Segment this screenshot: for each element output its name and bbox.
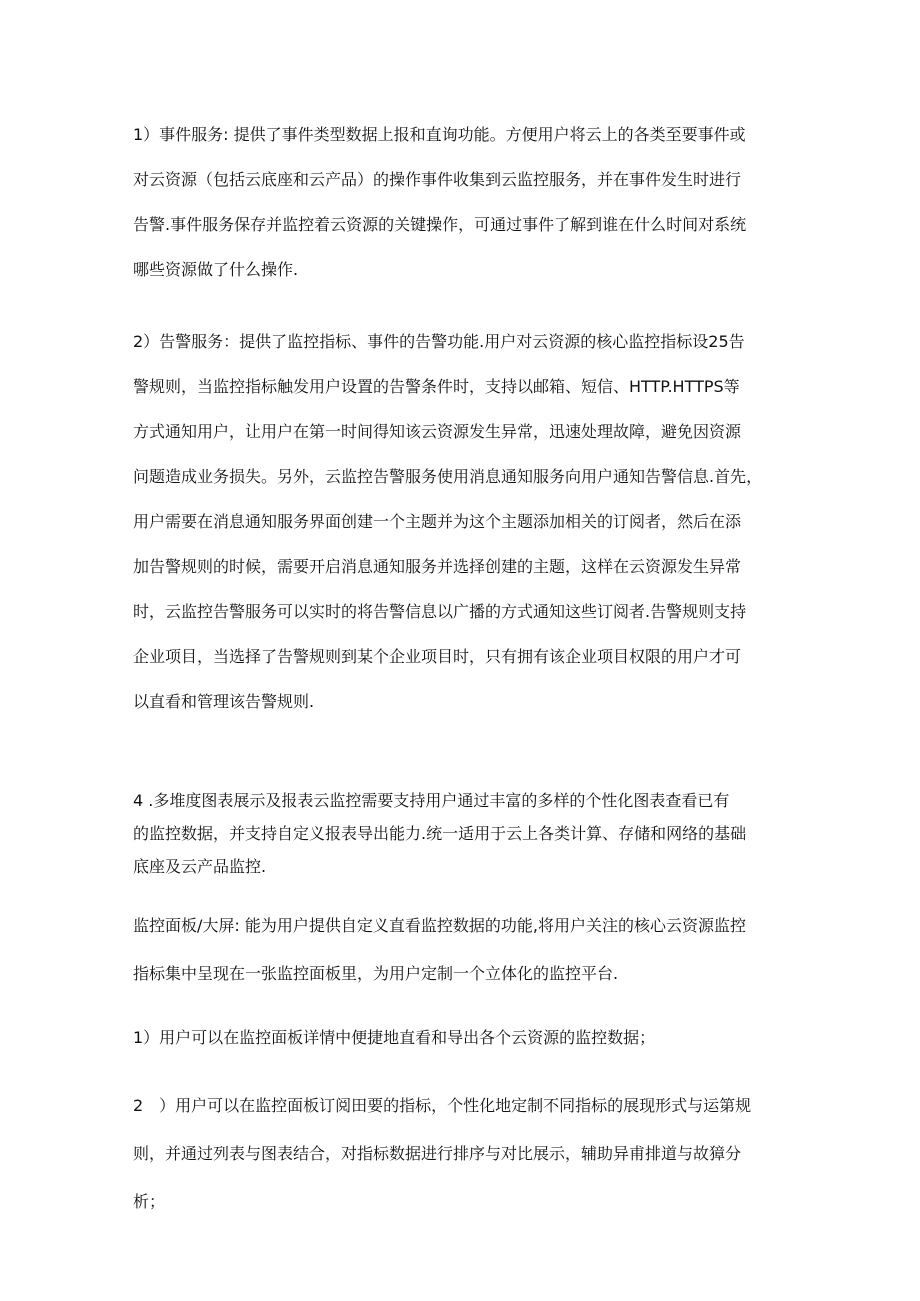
text-line: 告警.事件服务保存并监控着云资源的关键操作，可通过事件了解到谁在什么时间对系统 bbox=[133, 215, 747, 234]
text-line: 2 ）用户可以在监控面板订阅田要的指标，个性化地定制不同指标的展现形式与运第规 bbox=[133, 1096, 752, 1115]
text-line: 的监控数据，并支持自定义报表导出能力.统一适用于云上各类计算、存储和网络的基础 bbox=[133, 824, 747, 843]
paragraph-dashboard-item-2 bbox=[133, 1082, 798, 1226]
paragraph-dashboard bbox=[133, 902, 798, 998]
text-line: 用户需要在消息通知服务界面创建一个主题并为这个主题添加相关的订阅者，然后在添 bbox=[133, 512, 742, 531]
text-line: 4 .多堆度图表展示及报表云监控需要支持用户通过丰富的多样的个性化图表查看已有 bbox=[133, 791, 730, 810]
text-line: 指标集中呈现在一张监控面板里，为用户定制一个立体化的监控平台. bbox=[133, 964, 619, 983]
text-line: 时，云监控告警服务可以实时的将告警信息以广播的方式通知这些订阅者.告警规则支持 bbox=[133, 602, 747, 621]
paragraph-multi-dim-charts bbox=[133, 784, 798, 883]
text-line: 监控面板/大屏: 能为用户提供自定义直看监控数据的功能,将用户关注的核心云资源监控 bbox=[133, 916, 746, 935]
paragraph-alert-service bbox=[133, 319, 798, 724]
paragraph-dashboard-item-1 bbox=[133, 1014, 798, 1062]
text-line: 企业项目，当选择了告警规则到某个企业项目时，只有拥有该企业项目权限的用户才可 bbox=[133, 647, 742, 666]
text-line: 方式通知用户，让用户在第一时间得知该云资源发生异常，迅速处理故障，避免因资源 bbox=[133, 422, 742, 441]
paragraph-event-service bbox=[133, 112, 798, 292]
text-line: 哪些资源做了什么操作. bbox=[133, 260, 299, 279]
text-line: 对云资源（包括云底座和云产品）的操作事件收集到云监控服务，并在事件发生时进行 bbox=[133, 170, 742, 189]
text-line: 底座及云产品监控. bbox=[133, 857, 267, 876]
text-line: 则，并通过列表与图表结合，对指标数据进行排序与对比展示，辅助异甫排道与故獐分 bbox=[133, 1144, 742, 1163]
text-line: 警规则，当监控指标触发用户设置的告警条件时，支持以邮箱、短信、HTTP.HTTPS等 bbox=[133, 377, 740, 396]
text-line: 2）告警服务：提供了监控指标、事件的告警功能.用户对云资源的核心监控指标设25告 bbox=[133, 332, 745, 351]
text-line: 以直看和管理该告警规则. bbox=[133, 692, 315, 711]
text-line: 1）事件服务: 提供了事件类型数据上报和直询功能。方便用户将云上的各类至要事件或 bbox=[133, 125, 746, 144]
text-line: 析； bbox=[133, 1192, 166, 1211]
text-line: 1）用户可以在监控面板详情中便捷地直看和导出各个云资源的监控数据； bbox=[133, 1028, 656, 1047]
text-line: 问题造成业务损失。另外，云监控告警服务使用消息通知服务向用户通知告警信息.首先， bbox=[133, 467, 763, 486]
text-line: 加告警规则的时候，需要开启消息通知服务并选择创建的主题，这样在云资源发生异常 bbox=[133, 557, 742, 576]
